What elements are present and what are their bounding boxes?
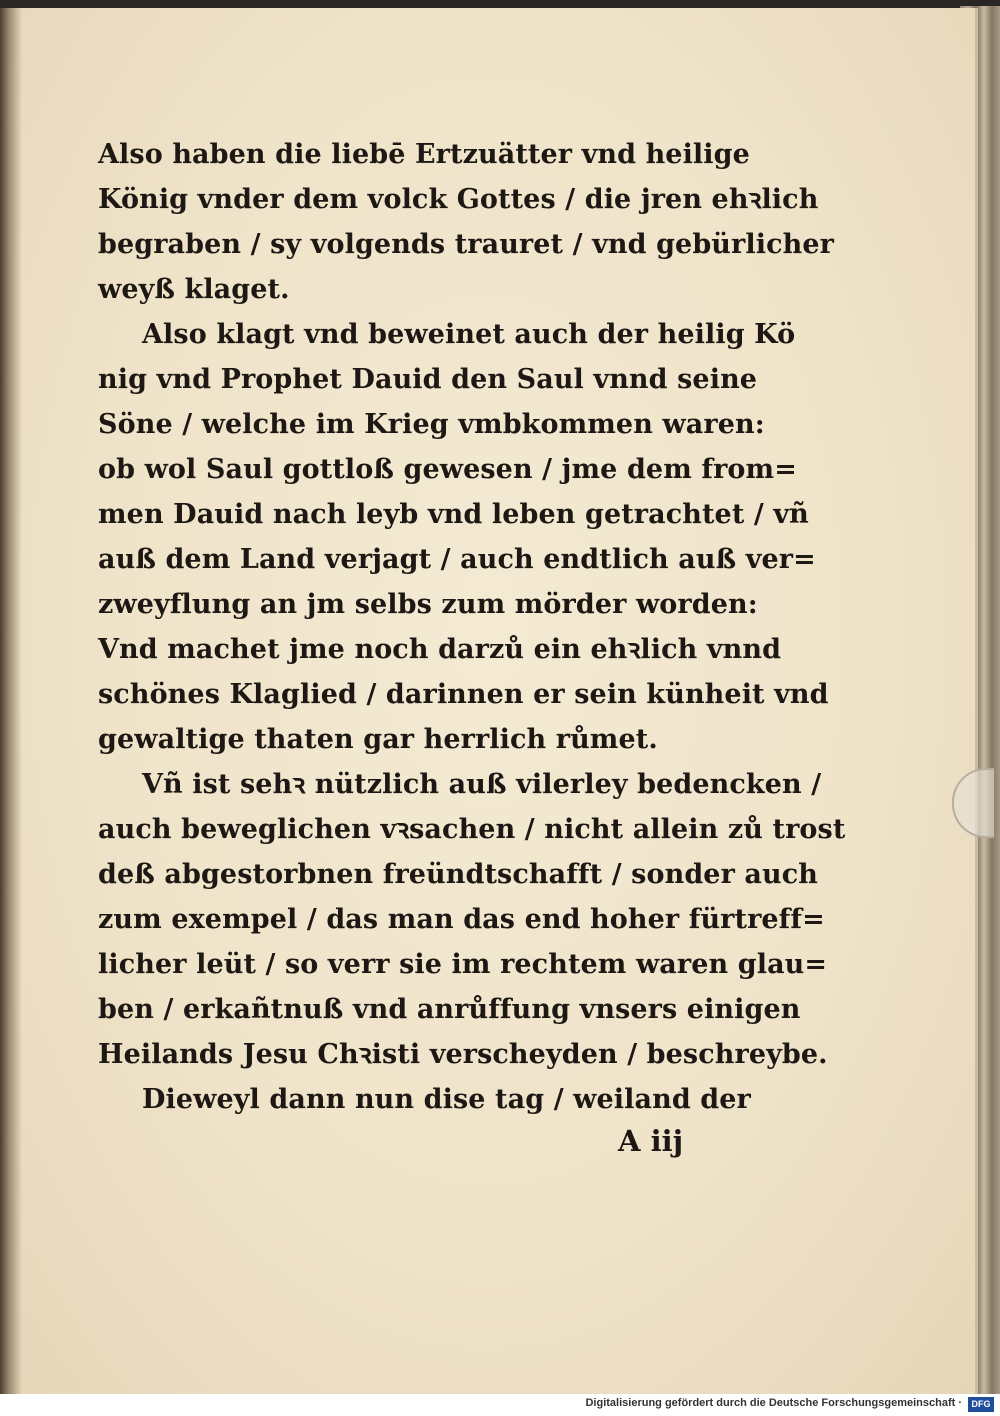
text-line-19: licher leüt / so verr sie im rechtem waren glau= [98, 949, 828, 980]
text-line-17: deß abgestorbnen freündtschafft / sonder auch [98, 859, 818, 890]
text-line-2: König vnder dem volck Gottes / die jren ehꝛlich [98, 184, 819, 215]
text-line-5: Also klagt vnd beweinet auch der heilig Kö [142, 319, 796, 350]
text-line-13: schönes Klaglied / darinnen er sein künheit vnd [98, 679, 829, 710]
text-line-7: Söne / welche im Krieg vmbkommen waren: [98, 409, 765, 440]
text-line-22: Dieweyl dann nun dise tag / weiland der [142, 1084, 751, 1115]
text-line-21: Heilands Jesu Chꝛisti verscheyden / beschreybe. [98, 1039, 828, 1070]
text-line-11: zweyflung an jm selbs zum mörder worden: [98, 589, 758, 620]
signature-mark: A iij [618, 1124, 684, 1158]
text-line-20: ben / erkañtnuß vnd anrůffung vnsers einigen [98, 994, 801, 1025]
footer-bar [0, 1394, 1000, 1416]
text-line-8: ob wol Saul gottloß gewesen / jme dem from= [98, 454, 797, 485]
text-line-9: men Dauid nach leyb vnd leben getrachtet / vñ [98, 499, 809, 530]
dfg-logo: DFG [968, 1397, 994, 1412]
text-line-6: nig vnd Prophet Dauid den Saul vnnd seine [98, 364, 758, 395]
text-line-4: weyß klaget. [98, 274, 290, 305]
text-line-18: zum exempel / das man das end hoher fürtreff= [98, 904, 825, 935]
text-line-16: auch beweglichen vꝛsachen / nicht allein zů trost [98, 814, 846, 845]
text-block [98, 132, 846, 1122]
text-line-14: gewaltige thaten gar herrlich růmet. [98, 724, 658, 755]
text-line-12: Vnd machet jme noch darzů ein ehꝛlich vnnd [98, 634, 782, 665]
text-line-1: Also haben die liebē Ertzuätter vnd heilige [98, 139, 750, 170]
text-line-10: auß dem Land verjagt / auch endtlich auß ver= [98, 544, 816, 575]
text-line-15: Vñ ist sehꝛ nützlich auß vilerley bedencken / [142, 769, 822, 800]
binding-shadow [0, 8, 22, 1394]
text-line-3: begraben / sy volgends trauret / vnd gebürlicher [98, 229, 834, 260]
funding-note: Digitalisierung gefördert durch die Deutsche Forschungsgemeinschaft · [585, 1397, 962, 1409]
